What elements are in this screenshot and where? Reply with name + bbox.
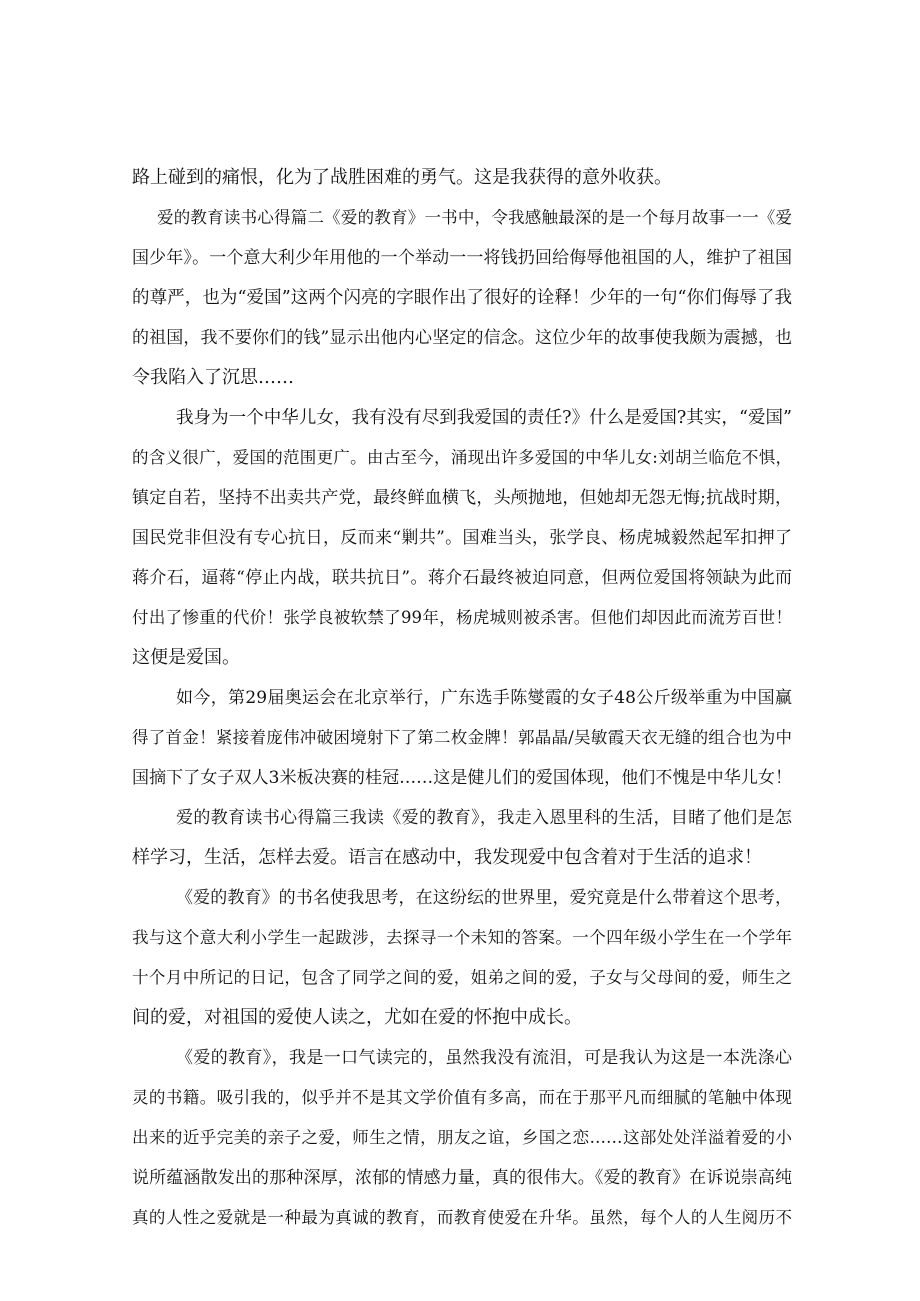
text-line: 镇定自若，坚持不出卖共产党，最终鲜血横飞，头颅抛地，但她却无怨无悔;抗战时期， bbox=[132, 488, 792, 508]
text-line: 我与这个意大利小学生一起跋涉，去探寻一个未知的答案。一个四年级小学生在一个学年 bbox=[132, 928, 792, 947]
text-line: 间的爱，对祖国的爱使人读之，尤如在爱的怀抱中成长。 bbox=[132, 1007, 582, 1028]
text-line: 样学习，生活，怎样去爱。语言在感动中，我发现爱中包含着对于生活的追求！ bbox=[132, 847, 762, 868]
text-line: 国民党非但没有专心抗日，反而来“剿共”。国难当头，张学良、杨虎城毅然起军扣押了 bbox=[132, 528, 792, 548]
text-line: 得了首金！紧接着庞伟冲破困境射下了第二枚金牌！郭晶晶/吴敏霞天衣无缝的组合也为中 bbox=[132, 728, 792, 747]
text-line: 出来的近乎完美的亲子之爱，师生之情，朋友之谊，乡国之恋……这部处处洋溢着爱的小 bbox=[132, 1128, 792, 1147]
text-line: 令我陷入了沉思…… bbox=[132, 367, 294, 388]
text-line: 我身为一个中华儿女，我有没有尽到我爱国的责任?》什么是爱国?其实，“爱国” bbox=[176, 408, 792, 428]
text-line: 的尊严，也为“爱国”这两个闪亮的字眼作出了很好的诠释！少年的一句“你们侮辱了我 bbox=[132, 288, 792, 308]
text-line: 《爱的教育》的书名使我思考，在这纷纭的世界里，爱究竟是什么带着这个思考， bbox=[176, 888, 792, 908]
text-line: 国摘下了女子双人3米板决赛的桂冠……这是健儿们的爱国体现，他们不愧是中华儿女！ bbox=[132, 768, 792, 788]
text-line: 爱的教育读书心得篇二《爱的教育》一书中，令我感触最深的是一个每月故事一一《爱 bbox=[157, 208, 792, 227]
text-line: 的含义很广，爱国的范围更广。由古至今，涌现出许多爱国的中华儿女:刘胡兰临危不惧， bbox=[132, 448, 792, 467]
text-line: 蒋介石，逼蒋“停止内战，联共抗日”。蒋介石最终被迫同意，但两位爱国将领缺为此而 bbox=[132, 568, 792, 588]
text-line: 国少年》。一个意大利少年用他的一个举动一一将钱扔回给侮辱他祖国的人，维护了祖国 bbox=[132, 248, 792, 268]
text-line: 如今，第29届奥运会在北京举行，广东选手陈燮霞的女子48公斤级举重为中国赢 bbox=[176, 688, 792, 708]
text-line: 十个月中所记的日记，包含了同学之间的爱，姐弟之间的爱，子女与父母间的爱，师生之 bbox=[132, 968, 792, 987]
text-line: 爱的教育读书心得篇三我读《爱的教育》，我走入恩里科的生活，目睹了他们是怎 bbox=[176, 808, 792, 828]
text-line: 灵的书籍。吸引我的，似乎并不是其文学价值有多高，而在于那平凡而细腻的笔触中体现 bbox=[132, 1088, 792, 1107]
text-line: 路上碰到的痛恨，化为了战胜困难的勇气。这是我获得的意外收获。 bbox=[132, 167, 672, 188]
text-line: 这便是爱国。 bbox=[132, 647, 240, 668]
text-line: 说所蕴涵散发出的那种深厚，浓郁的情感力量，真的很伟大。《爱的教育》在诉说崇高纯 bbox=[132, 1168, 792, 1188]
text-line: 《爱的教育》，我是一口气读完的，虽然我没有流泪，可是我认为这是一本洗涤心 bbox=[176, 1048, 792, 1068]
text-line: 的祖国，我不要你们的钱”显示出他内心坚定的信念。这位少年的故事使我颇为震撼，也 bbox=[132, 328, 792, 348]
text-line: 付出了惨重的代价！张学良被软禁了99年，杨虎城则被杀害。但他们却因此而流芳百世！ bbox=[132, 608, 792, 627]
text-line: 真的人性之爱就是一种最为真诚的教育，而教育使爱在升华。虽然，每个人的人生阅历不 bbox=[132, 1208, 792, 1227]
